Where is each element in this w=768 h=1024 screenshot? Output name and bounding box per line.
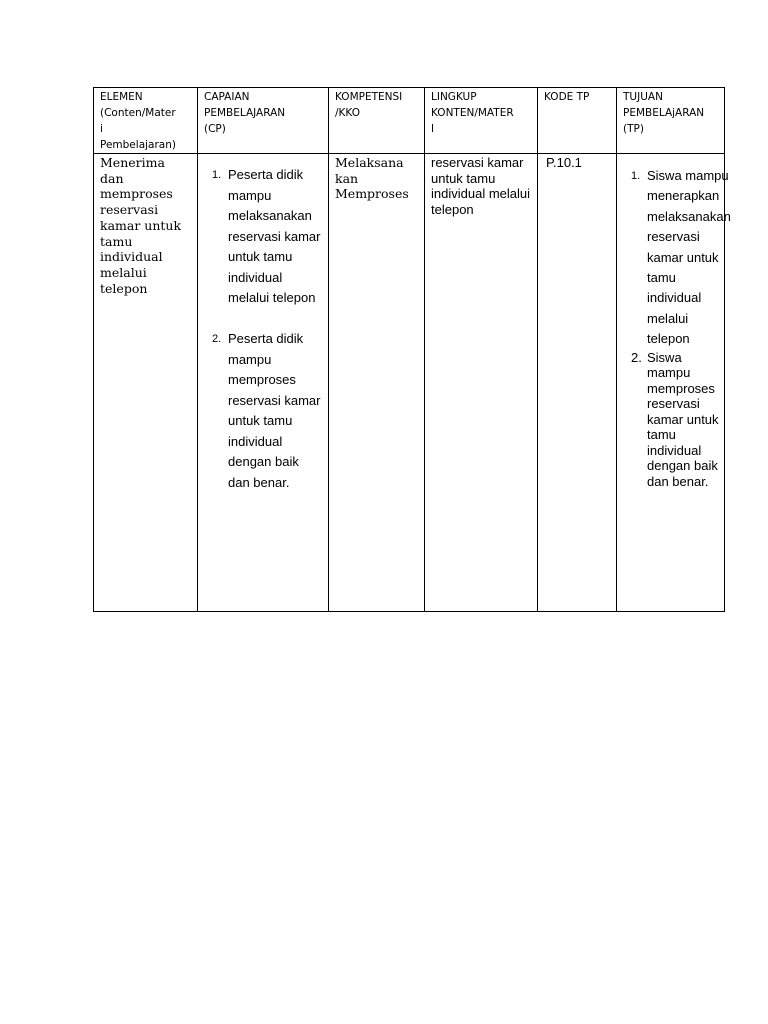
kompetensi-text: Melaksana kan Memproses: [335, 155, 409, 202]
cell-kompetensi: [329, 154, 425, 612]
header-kompetensi: KOMPETENSI /KKO: [329, 88, 425, 154]
tujuan-list: [623, 166, 731, 489]
header-tujuan-pembelajaran: TUJUAN PEMBELAjARAN (TP): [617, 88, 725, 154]
list-text: Siswa mampu memproses reservasi kamar untuk tamu individual dengan baik dan benar.: [647, 349, 719, 489]
table-header-row: [94, 88, 725, 154]
header-lingkup-konten: LINGKUP KONTEN/MATER I: [425, 88, 538, 154]
list-number: 2.: [631, 349, 642, 365]
cell-kode-tp: [538, 154, 617, 612]
list-text: Peserta didik mampu melaksanakan reservasi kamar untuk tamu individual melalui telepon: [228, 167, 321, 305]
learning-objectives-table: [93, 87, 731, 612]
table-row: [94, 154, 725, 612]
list-item: [204, 165, 323, 309]
elemen-text: Menerima dan memproses reservasi kamar untuk tamu individual melalui telepon: [100, 155, 182, 296]
header-kode-tp: KODE TP: [538, 88, 617, 154]
capaian-list: [204, 165, 323, 493]
list-number: 1.: [212, 169, 222, 181]
list-number: 2.: [212, 333, 222, 345]
cell-tujuan-pembelajaran: [617, 154, 731, 612]
list-item: [623, 350, 719, 490]
list-number: 1.: [631, 170, 641, 182]
cell-elemen: [94, 154, 198, 612]
header-capaian-pembelajaran: CAPAIAN PEMBELAJARAN (CP): [198, 88, 329, 154]
cell-lingkup-konten: [425, 154, 538, 612]
cell-capaian-pembelajaran: [198, 154, 329, 612]
kode-tp-text: P.10.1: [546, 155, 582, 170]
list-text: Siswa mampu menerapkan melaksanakan reservasi kamar untuk tamu individual melalui telepon: [647, 168, 731, 347]
list-item: [204, 329, 323, 493]
list-item: [623, 166, 731, 350]
header-elemen: ELEMEN (Conten/Mater i Pembelajaran): [94, 88, 198, 154]
list-text: Peserta didik mampu memproses reservasi kamar untuk tamu individual dengan baik dan benar.: [228, 331, 321, 490]
lingkup-text: reservasi kamar untuk tamu individual melalui telepon: [431, 155, 530, 217]
